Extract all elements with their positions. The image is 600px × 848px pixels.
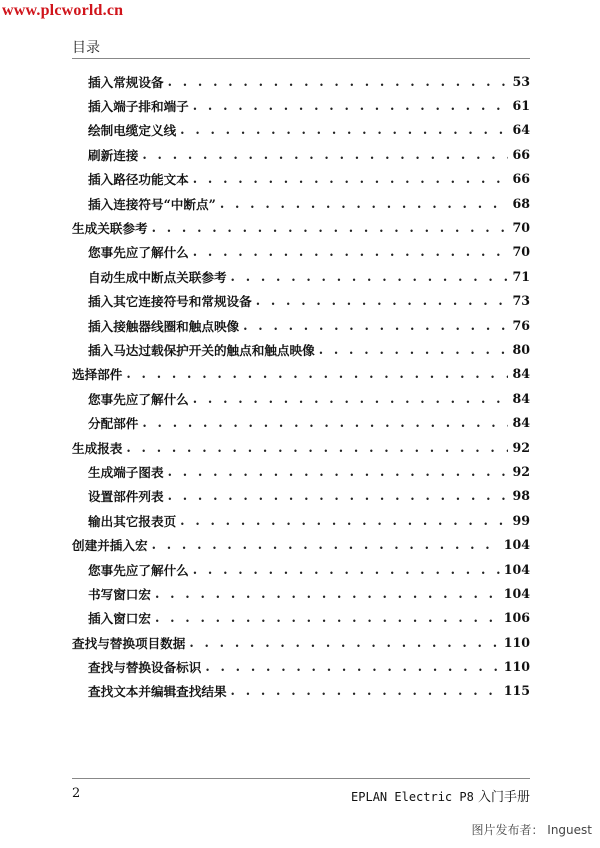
toc-entry[interactable] xyxy=(72,264,530,288)
toc-entry-page: 115 xyxy=(503,683,530,699)
book-title-en: EPLAN Electric P8 xyxy=(351,790,474,804)
toc-entry[interactable] xyxy=(72,508,530,532)
header-rule xyxy=(72,58,530,59)
toc-entry-title: 生成端子图表 xyxy=(88,464,164,480)
table-of-contents xyxy=(72,69,530,703)
toc-entry[interactable] xyxy=(72,215,530,239)
toc-entry-page: 99 xyxy=(512,512,530,528)
toc-entry-title: 书写窗口宏 xyxy=(88,586,151,602)
toc-dot-leader xyxy=(319,342,509,357)
toc-entry-title: 设置部件列表 xyxy=(88,489,164,505)
toc-entry-title: 生成报表 xyxy=(72,440,123,456)
toc-entry-page: 84 xyxy=(512,390,530,406)
toc-entry-page: 70 xyxy=(512,220,530,236)
toc-entry-page: 80 xyxy=(512,341,530,357)
toc-entry-title: 插入常规设备 xyxy=(88,74,164,90)
toc-entry-page: 76 xyxy=(512,317,530,333)
toc-entry[interactable] xyxy=(72,557,530,581)
toc-entry-page: 73 xyxy=(512,293,530,309)
toc-dot-leader xyxy=(168,464,509,479)
toc-entry-title: 插入窗口宏 xyxy=(88,611,151,627)
toc-entry-title: 输出其它报表页 xyxy=(88,513,177,529)
toc-dot-leader xyxy=(142,147,508,162)
toc-entry[interactable] xyxy=(72,630,530,654)
toc-dot-leader xyxy=(155,586,500,601)
toc-entry-title: 绘制电缆定义线 xyxy=(88,123,177,139)
toc-entry[interactable] xyxy=(72,654,530,678)
site-watermark: www.plcworld.cn xyxy=(2,2,124,19)
toc-entry[interactable] xyxy=(72,142,530,166)
page-header-title: 目录 xyxy=(72,40,100,56)
toc-dot-leader xyxy=(168,488,509,503)
toc-entry[interactable] xyxy=(72,581,530,605)
toc-dot-leader xyxy=(126,366,508,381)
toc-entry-page: 84 xyxy=(512,415,530,431)
toc-entry-title: 查找与替换设备标识 xyxy=(88,660,202,676)
toc-entry-title: 插入马达过载保护开关的触点和触点映像 xyxy=(88,342,315,358)
toc-dot-leader xyxy=(193,98,509,113)
toc-dot-leader xyxy=(180,513,508,528)
toc-entry[interactable] xyxy=(72,362,530,386)
toc-dot-leader xyxy=(142,415,508,430)
toc-entry-page: 104 xyxy=(503,537,530,553)
toc-entry[interactable] xyxy=(72,435,530,459)
toc-entry-page: 66 xyxy=(512,171,530,187)
toc-dot-leader xyxy=(189,635,499,650)
toc-dot-leader xyxy=(193,562,500,577)
toc-entry[interactable] xyxy=(72,118,530,142)
toc-entry-title: 查找文本并编辑查找结果 xyxy=(88,684,227,700)
toc-entry-title: 查找与替换项目数据 xyxy=(72,635,186,651)
toc-entry-title: 插入其它连接符号和常规设备 xyxy=(88,294,252,310)
toc-entry[interactable] xyxy=(72,313,530,337)
toc-entry[interactable] xyxy=(72,240,530,264)
toc-entry[interactable] xyxy=(72,410,530,434)
toc-entry-title: 插入连接符号“中断点” xyxy=(88,196,216,212)
toc-dot-leader xyxy=(231,683,500,698)
toc-entry-page: 92 xyxy=(512,439,530,455)
toc-entry-page: 84 xyxy=(512,366,530,382)
toc-entry-page: 106 xyxy=(503,610,530,626)
toc-entry-title: 您事先应了解什么 xyxy=(88,245,189,261)
toc-entry[interactable] xyxy=(72,386,530,410)
toc-entry-title: 分配部件 xyxy=(88,416,139,432)
toc-entry[interactable] xyxy=(72,93,530,117)
toc-entry-page: 104 xyxy=(503,585,530,601)
toc-dot-leader xyxy=(193,171,509,186)
toc-entry[interactable] xyxy=(72,167,530,191)
toc-entry[interactable] xyxy=(72,191,530,215)
toc-entry[interactable] xyxy=(72,532,530,556)
toc-entry-page: 61 xyxy=(512,98,530,114)
toc-entry-title: 生成关联参考 xyxy=(72,221,148,237)
toc-dot-leader xyxy=(152,537,500,552)
toc-dot-leader xyxy=(193,391,509,406)
toc-entry[interactable] xyxy=(72,679,530,703)
toc-entry-page: 70 xyxy=(512,244,530,260)
toc-dot-leader xyxy=(231,269,509,284)
footer-rule xyxy=(72,778,530,779)
toc-entry-page: 64 xyxy=(512,122,530,138)
toc-entry-page: 98 xyxy=(512,488,530,504)
page-number: 2 xyxy=(72,786,81,801)
toc-entry-title: 选择部件 xyxy=(72,367,123,383)
toc-entry-title: 您事先应了解什么 xyxy=(88,562,189,578)
toc-entry[interactable] xyxy=(72,337,530,361)
toc-dot-leader xyxy=(126,440,508,455)
toc-entry-title: 自动生成中断点关联参考 xyxy=(88,269,227,285)
toc-dot-leader xyxy=(155,610,500,625)
book-title-cn: 入门手册 xyxy=(477,790,530,805)
toc-entry-page: 110 xyxy=(503,659,530,675)
toc-entry[interactable] xyxy=(72,606,530,630)
toc-dot-leader xyxy=(152,220,509,235)
toc-entry-title: 插入路径功能文本 xyxy=(88,172,189,188)
toc-entry[interactable] xyxy=(72,484,530,508)
toc-entry[interactable] xyxy=(72,69,530,93)
toc-dot-leader xyxy=(168,74,509,89)
toc-dot-leader xyxy=(205,659,499,674)
toc-entry[interactable] xyxy=(72,459,530,483)
toc-entry-page: 53 xyxy=(512,73,530,89)
publisher-watermark: 图片发布者： Inguest xyxy=(471,823,592,837)
toc-dot-leader xyxy=(256,293,509,308)
toc-entry-page: 71 xyxy=(512,268,530,284)
toc-entry-page: 110 xyxy=(503,634,530,650)
toc-dot-leader xyxy=(243,318,508,333)
toc-entry-page: 66 xyxy=(512,146,530,162)
toc-entry-title: 您事先应了解什么 xyxy=(88,391,189,407)
toc-entry-title: 插入接触器线圈和触点映像 xyxy=(88,318,240,334)
toc-entry-page: 68 xyxy=(512,195,530,211)
toc-entry[interactable] xyxy=(72,289,530,313)
toc-entry-title: 插入端子排和端子 xyxy=(88,99,189,115)
toc-entry-title: 刷新连接 xyxy=(88,147,139,163)
toc-entry-title: 创建并插入宏 xyxy=(72,538,148,554)
book-title xyxy=(351,786,530,805)
toc-dot-leader xyxy=(180,122,508,137)
toc-dot-leader xyxy=(193,244,509,259)
toc-entry-page: 104 xyxy=(503,561,530,577)
toc-dot-leader xyxy=(220,196,509,211)
toc-entry-page: 92 xyxy=(512,463,530,479)
